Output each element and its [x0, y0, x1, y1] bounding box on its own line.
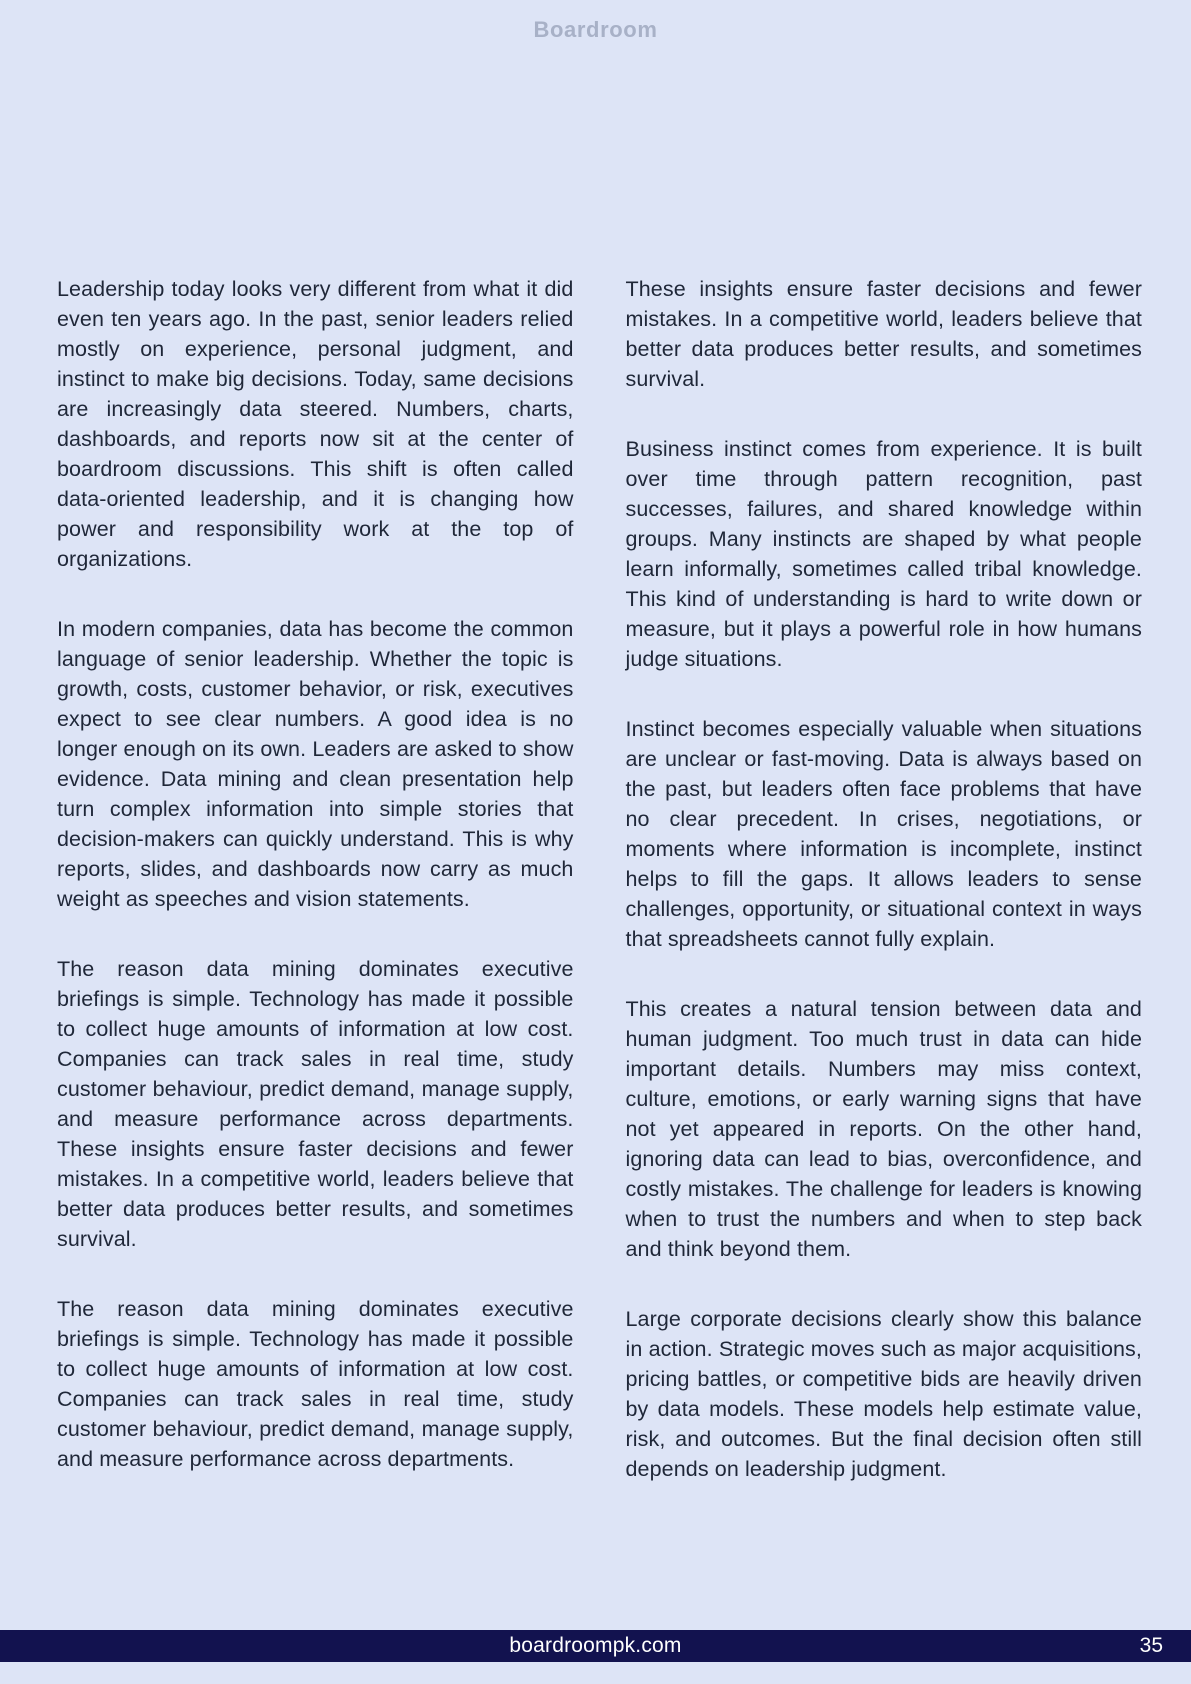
article-paragraph: Leadership today looks very different from what it did even ten years ago. In the past, senior leaders relied mostly on experience, personal judgment, and instinct to make big decisions. Today, same decisions are increasingly data steered. Numbers, charts, dashboards, and reports now sit at the center of boardroom discussions. This shift is often called data-oriented leadership, and it is changing how power and responsibility work at the top of organizations.	[57, 277, 574, 571]
article-column-left	[57, 274, 574, 1484]
article-paragraph: Large corporate decisions clearly show this balance in action. Strategic moves such as major acquisitions, pricing battles, or competitive bids are heavily driven by data models. These models help estimate value, risk, and outcomes. But the final decision often still depends on leadership judgment.	[625, 1307, 1142, 1481]
article-paragraph: The reason data mining dominates executive briefings is simple. Technology has made it possible to collect huge amounts of information at low cost. Companies can track sales in real time, study customer behaviour, predict demand, manage supply, and measure performance across departments.	[57, 1297, 574, 1471]
article-body	[57, 274, 1142, 1484]
article-paragraph: Instinct becomes especially valuable when situations are unclear or fast-moving. Data is always based on the past, but leaders often face problems that have no clear precedent. In crises, negotiations, or moments where information is incomplete, instinct helps to fill the gaps. It allows leaders to sense challenges, opportunity, or situational context in ways that spreadsheets cannot fully explain.	[625, 717, 1142, 951]
footer-bar	[0, 1630, 1191, 1662]
article-paragraph: The reason data mining dominates executive briefings is simple. Technology has made it possible to collect huge amounts of information at low cost. Companies can track sales in real time, study customer behaviour, predict demand, manage supply, and measure performance across departments. These insights ensure faster decisions and fewer mistakes. In a competitive world, leaders believe that better data produces better results, and sometimes survival.	[57, 957, 574, 1251]
article-column-right	[626, 274, 1143, 1484]
page-title: Boardroom	[533, 17, 658, 42]
article-paragraph: In modern companies, data has become the common language of senior leadership. Whether the topic is growth, costs, customer behavior, or risk, executives expect to see clear numbers. A good idea is no longer enough on its own. Leaders are asked to show evidence. Data mining and clean presentation help turn complex information into simple stories that decision-makers can quickly understand. This is why reports, slides, and dashboards now carry as much weight as speeches and vision statements.	[57, 617, 574, 911]
footer-website-text: boardroompk.com	[509, 1634, 682, 1657]
article-paragraph: These insights ensure faster decisions and fewer mistakes. In a competitive world, leaders believe that better data produces better results, and sometimes survival.	[625, 277, 1142, 391]
article-paragraph: This creates a natural tension between data and human judgment. Too much trust in data can hide important details. Numbers may miss context, culture, emotions, or early warning signs that have not yet appeared in reports. On the other hand, ignoring data can lead to bias, overconfidence, and costly mistakes. The challenge for leaders is knowing when to trust the numbers and when to step back and think beyond them.	[625, 997, 1142, 1261]
footer-page-number: 35	[1139, 1634, 1163, 1657]
article-paragraph: Business instinct comes from experience. It is built over time through pattern recognition, past successes, failures, and shared knowledge within groups. Many instincts are shaped by what people learn informally, sometimes called tribal knowledge. This kind of understanding is hard to write down or measure, but it plays a powerful role in how humans judge situations.	[625, 437, 1142, 671]
